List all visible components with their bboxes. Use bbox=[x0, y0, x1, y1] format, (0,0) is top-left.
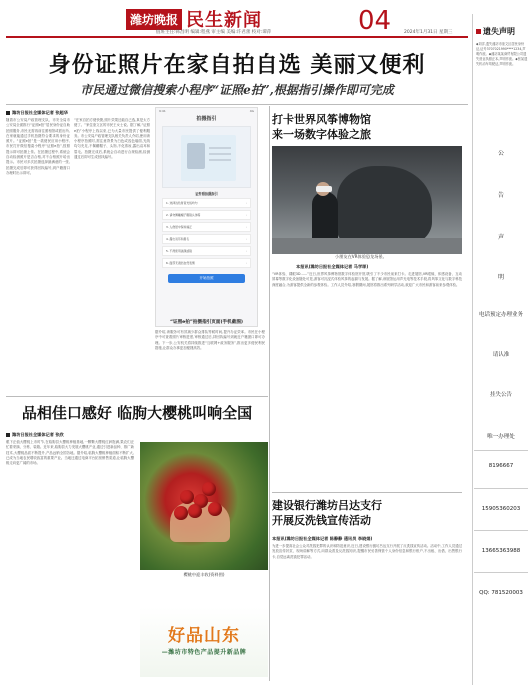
divider bbox=[272, 492, 462, 493]
start-photo-button[interactable]: 开始拍照 bbox=[168, 274, 245, 283]
sidebar-label: 挂失公告 bbox=[489, 392, 512, 398]
bank-byline: 本报讯(潍坊日报社全媒体记者 陈静静 通讯员 李晓娟) bbox=[272, 536, 373, 541]
issue-date: 2024年1月31日 星期三 bbox=[404, 30, 453, 35]
chevron-right-icon: › bbox=[245, 201, 247, 205]
guide-item-label: 2. 请勿佩戴帽子眼镜头饰等 bbox=[166, 213, 201, 217]
cherry bbox=[208, 502, 222, 516]
cherry-headline: 品相佳口感好 临朐大樱桃叫响全国 bbox=[21, 404, 253, 422]
guide-item-label: 3. 人像居中保持端正 bbox=[166, 225, 192, 229]
bank-body: 为进一步提高社会公众对洗钱犯罪的认识和防范意识,近日,建设银行潍坊吕达支行开展了反洗钱宣传活动。活动中,工作人员通过发放宣传折页、现场讲解等方式,向群众普及反洗钱知识,提醒市民妥善保管个人身份信息和银行账户,不出租、出借、出售银行卡,自觉远离洗钱犯罪活动。 bbox=[272, 544, 462, 559]
sidebar-label: 唯一办理处 bbox=[487, 434, 515, 440]
divider bbox=[474, 530, 528, 531]
museum-body: “VR体验、裸眼3D……”近日,世界风筝博物馆数字体验馆开馆,吸引了不少市民前来打卡。走进展馆,VR眼镜、体感设备、互动屏幕等数字化设备随处可见,游客可沉浸式体验风筝的起源与发展。据了解,该展馆运用声光电等技术手段,将风筝文化与数字科技深度融合,为游客提供全新的参观体验。工作人员介绍,寒假期间,展馆将推出系列研学活动,欢迎广大市民和游客前来参观体验。 bbox=[272, 272, 462, 287]
page-number: 04 bbox=[358, 6, 392, 36]
lead-byline-text: 潍坊日报社全媒体记者 张超华 bbox=[12, 110, 68, 115]
phone-page-title: 拍摄指引 bbox=[196, 116, 217, 122]
ad-subtitle: —潍坊市特色产品提升新品牌 bbox=[161, 649, 247, 656]
chevron-right-icon: › bbox=[245, 261, 247, 265]
museum-photo bbox=[272, 146, 462, 254]
editor-credits: 值班主任:韩昌明 编辑:程燕 审主编 美编:许君蕾 校对:谭萍 bbox=[156, 30, 272, 35]
phone-caption: “证照e拍”拍摄指引页面(手机截图) bbox=[169, 320, 244, 325]
bank-headline-line2: 开展反洗钱宣传活动 bbox=[272, 514, 371, 527]
masthead-rule bbox=[6, 36, 468, 38]
museum-byline: 本报讯(潍坊日报社全媒体记者 马学琛) bbox=[296, 264, 369, 269]
advertisement bbox=[140, 607, 268, 677]
cherry bbox=[202, 482, 216, 496]
lead-column-3: 据介绍,该服务可有效减少群众排队等候时间,提升办证效率。市民在小程序中可查看照片审核进度,审核通过后,持回执编号到就近户籍窗口即可办理。下一步,公安机关将持续推进“互联网+政务服务”,推出更多便民利民措施,让群众办事更加便捷高效。 bbox=[155, 330, 265, 350]
phone-signal: 4G bbox=[249, 109, 254, 113]
museum-photo-caption: 小朋友在VR体验恐龙场景。 bbox=[335, 254, 387, 259]
guide-item[interactable] bbox=[162, 198, 251, 208]
lead-column-1: 随着市公安局户政管理支队、市安全局市公安局全面推行“证照e拍”居民身份证自助拍照服务,市民无需再前往照相馆或派出所,在家就能通过手机拍摄符合要求的身份证照片。“证照e拍”是一款便民应用小程序,市民打开微信搜索小程序“证照e拍”,按照提示即可拍摄上传。在拍摄过程中,系统会自动检测照片是否合格,对不合格照片给出提示。市民可多次拍摄选择最满意的一张,拍摄完成后即可获得回执编号,到户籍窗口办理时出示即可。 bbox=[6, 118, 70, 175]
cherry-byline bbox=[6, 432, 64, 438]
chevron-right-icon: › bbox=[245, 249, 247, 253]
cherry-photo-caption: 樱桃中迎丰收(资料图) bbox=[183, 572, 225, 577]
divider bbox=[6, 396, 268, 397]
guide-item-label: 6. 面部无遮挡自然表情 bbox=[166, 261, 195, 265]
divider bbox=[474, 572, 528, 573]
column-divider bbox=[269, 106, 270, 681]
guide-item[interactable] bbox=[162, 234, 251, 244]
ad-title: 好品山东 bbox=[168, 626, 240, 646]
sidebar-vertical-char: 告 bbox=[497, 192, 504, 199]
section-name: 民生新闻 bbox=[186, 10, 263, 31]
chevron-right-icon: › bbox=[245, 225, 247, 229]
sidebar-title-text: 遗失声明 bbox=[483, 27, 515, 36]
text-line bbox=[209, 159, 231, 161]
sidebar-qq: QQ: 781520003 bbox=[479, 590, 523, 596]
portrait-icon bbox=[187, 143, 205, 169]
chevron-right-icon: › bbox=[245, 237, 247, 241]
museum-headline-line1: 打卡世界风筝博物馆 bbox=[272, 113, 371, 126]
brand-name: 潍坊晚报 bbox=[126, 9, 182, 30]
divider bbox=[6, 104, 468, 105]
guide-item[interactable] bbox=[162, 258, 251, 268]
guide-item[interactable] bbox=[162, 246, 251, 256]
bullet-square-icon bbox=[6, 433, 10, 437]
museum-headline bbox=[272, 112, 371, 142]
guide-item-label: 4. 露出双耳和眉毛 bbox=[166, 237, 190, 241]
cherry-body: 眼下正值大樱桃上市时节,在临朐县大樱桃种植基地,一颗颗大樱桃红润饱满,果农们正忙着采摘、分拣、装箱。近年来,临朐县大力发展大樱桃产业,通过引进新品种、推广新技术,大樱桃品质不断提升,产品远销全国各地。据介绍,临朐大樱桃种植面积不断扩大,已成为当地农民增收致富的重要产业。当地还通过电商平台拓宽销售渠道,让临朐大樱桃走向更广阔的市场。 bbox=[6, 440, 134, 466]
cherry bbox=[174, 506, 188, 520]
cherry-photo bbox=[140, 442, 268, 570]
text-line bbox=[209, 153, 231, 155]
guide-item[interactable] bbox=[162, 222, 251, 232]
sidebar-label: 电话预定办理业务 bbox=[478, 312, 523, 318]
lead-subheadline: 市民通过微信搜索小程序“证照e拍”,根据指引操作即可完成 bbox=[80, 83, 394, 97]
sidebar-title bbox=[476, 26, 515, 37]
floor bbox=[272, 238, 462, 254]
sidebar-phone: 13665363988 bbox=[481, 548, 521, 554]
bullet-square-icon bbox=[476, 29, 481, 34]
sidebar-phone: 15905360203 bbox=[481, 506, 521, 512]
guide-item-label: 5. 不得使用美颜滤镜 bbox=[166, 249, 192, 253]
cherry-byline-text: 潍坊日报社全媒体记者 张欣 bbox=[12, 432, 64, 437]
divider bbox=[474, 488, 528, 489]
cherry bbox=[180, 490, 194, 504]
sidebar-label: 请认准 bbox=[492, 352, 510, 358]
phone-screenshot bbox=[155, 107, 258, 327]
sidebar-notices: ◆刘洋,遗失潍坊市奎文区居民身份证,证号3707021990****1234,声明作废。◆潍坊某某商贸有限公司遗失营业执照正本,声明作废。◆张某遗失机动车驾驶证,声明作废。 bbox=[476, 42, 528, 66]
phone-time: 9:41 bbox=[159, 109, 166, 113]
dinosaur-model bbox=[337, 166, 432, 246]
bank-headline bbox=[272, 498, 382, 528]
masthead bbox=[6, 4, 468, 36]
cherry bbox=[188, 504, 202, 518]
museum-headline-line2: 来一场数字体验之旅 bbox=[272, 128, 371, 141]
sidebar-vertical-char: 声 bbox=[497, 234, 504, 241]
sidebar-phone: 8196667 bbox=[488, 463, 514, 469]
bank-headline-line1: 建设银行潍坊吕达支行 bbox=[272, 499, 382, 512]
id-card-illustration bbox=[162, 126, 251, 188]
sidebar-vertical-char: 明 bbox=[497, 274, 504, 281]
lead-column-2: “在家自拍方便快捷,照片效果还能自己选,真是太方便了。”家住奎文区的市民王女士说。据了解,“证照e拍”小程序上线以来,已为大量市民提供了便利服务。市公安局户政管理支队相关负责人介绍,使用该小程序拍照时,需注意背景为白色或浅色墙面,光线均匀充足,不佩戴帽子、头饰,不化浓妆,露出双耳和眉毛。拍摄完成后,系统会自动进行合规检测,检测通过后即可生成回执编号。 bbox=[74, 118, 150, 160]
bullet-square-icon bbox=[6, 111, 10, 115]
chevron-right-icon: › bbox=[245, 213, 247, 217]
text-line bbox=[209, 147, 231, 149]
phone-section-title: 证件照拍摄指引 bbox=[195, 192, 218, 196]
phone-status-bar bbox=[156, 108, 257, 114]
guide-item[interactable] bbox=[162, 210, 251, 220]
lead-byline bbox=[6, 110, 68, 116]
lead-headline: 身份证照片在家自拍自选 美丽又便利 bbox=[48, 52, 426, 78]
guide-item-label: 1. 选择浅色背景光线均匀 bbox=[166, 201, 198, 205]
vr-headset-icon bbox=[316, 186, 332, 192]
divider bbox=[474, 450, 528, 451]
sidebar-vertical-char: 公 bbox=[497, 150, 504, 157]
